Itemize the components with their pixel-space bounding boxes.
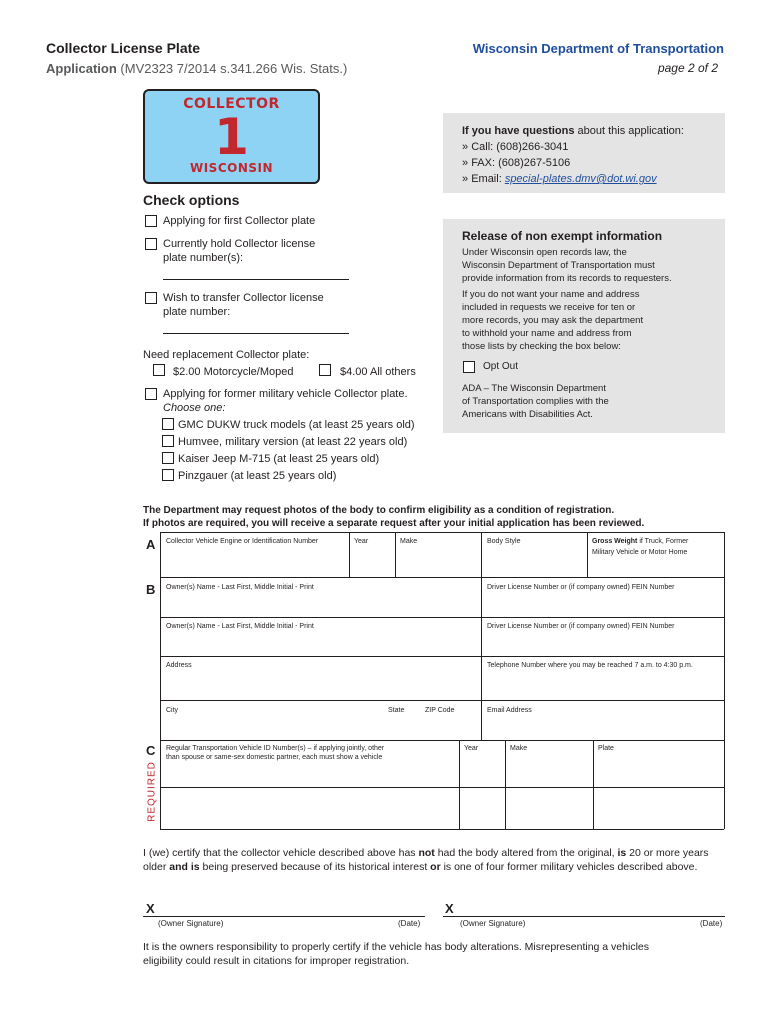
year-label: Year bbox=[354, 538, 369, 545]
c-plate-input[interactable] bbox=[594, 756, 723, 828]
state-label: State bbox=[388, 707, 405, 714]
humvee-checkbox[interactable] bbox=[162, 435, 174, 447]
replacement-label: Need replacement Collector plate: bbox=[143, 349, 310, 361]
regular-vehicle-id-label: Regular Transportation Vehicle ID Number(s) – if applying jointly, other than spouse or same-sex domestic partner, each must show a vehicle bbox=[166, 745, 385, 761]
c-year-label: Year bbox=[464, 745, 479, 752]
questions-box bbox=[443, 113, 725, 193]
city-label: City bbox=[166, 707, 179, 714]
signature-x-1: X bbox=[146, 901, 155, 916]
vin-label: Collector Vehicle Engine or Identification Number bbox=[166, 538, 319, 545]
owner-name-label-1: Owner(s) Name - Last First, Middle Initial - Print bbox=[166, 584, 314, 591]
telephone-input[interactable] bbox=[482, 673, 723, 699]
ada-notice: ADA – The Wisconsin Department of Transportation complies with the Americans with Disabilities Act. bbox=[462, 383, 609, 420]
current-plate-label-2: plate number(s): bbox=[163, 252, 244, 264]
email-label: Email Address bbox=[487, 707, 532, 714]
gmc-label: GMC DUKW truck models (at least 25 years old) bbox=[178, 419, 415, 431]
owner-name-label-2: Owner(s) Name - Last First, Middle Initial - Print bbox=[166, 623, 314, 630]
table-rule bbox=[160, 532, 724, 533]
questions-email: » Email: special-plates.dmv@dot.wi.gov bbox=[462, 173, 657, 185]
c-make-label: Make bbox=[510, 745, 528, 752]
first-plate-checkbox[interactable] bbox=[145, 215, 157, 227]
state-input[interactable] bbox=[386, 718, 422, 739]
driver-license-input-2[interactable] bbox=[482, 634, 723, 655]
regular-vehicle-id-input-2[interactable] bbox=[161, 788, 458, 828]
release-paragraph-2: If you do not want your name and address included in requests we receive for ten or more records, you may ask the department to withhold your name and address from those lists by checking the box below: bbox=[462, 289, 644, 352]
choose-one-label: Choose one: bbox=[163, 402, 226, 414]
section-c-letter: C bbox=[146, 743, 156, 758]
transfer-plate-checkbox[interactable] bbox=[145, 292, 157, 304]
pinzgauer-checkbox[interactable] bbox=[162, 469, 174, 481]
body-style-input[interactable] bbox=[482, 552, 586, 576]
current-plate-number-line[interactable] bbox=[163, 279, 349, 280]
email-input[interactable] bbox=[482, 718, 723, 739]
table-edge bbox=[724, 532, 725, 829]
required-label: REQUIRED bbox=[146, 761, 158, 822]
section-a-letter: A bbox=[146, 537, 156, 552]
application-label: Application bbox=[46, 61, 117, 76]
table-rule bbox=[160, 829, 724, 830]
page-number: page 2 of 2 bbox=[657, 61, 718, 75]
transfer-plate-label-2: plate number: bbox=[163, 306, 231, 318]
driver-license-label-1: Driver License Number or (if company owned) FEIN Number bbox=[487, 584, 675, 591]
photos-notice: The Department may request photos of the body to confirm eligibility as a condition of registration. If photos are required, you will receive a separate request after your initial application has been reviewed. bbox=[143, 505, 645, 529]
plate-top-text: COLLECTOR bbox=[183, 96, 280, 112]
owner-signature-label-2: (Owner Signature) bbox=[460, 919, 526, 928]
date-label-1: (Date) bbox=[398, 919, 421, 928]
table-rule bbox=[160, 700, 724, 701]
date-label-2: (Date) bbox=[700, 919, 723, 928]
questions-fax: » FAX: (608)267-5106 bbox=[462, 157, 571, 169]
section-b-letter: B bbox=[146, 582, 156, 597]
c-plate-label: Plate bbox=[598, 745, 614, 752]
telephone-label: Telephone Number where you may be reached 7 a.m. to 4:30 p.m. bbox=[487, 662, 693, 669]
owner-name-input-2[interactable] bbox=[161, 634, 480, 655]
table-rule bbox=[160, 617, 724, 618]
military-label: Applying for former military vehicle Collector plate. bbox=[163, 388, 408, 400]
jeep-checkbox[interactable] bbox=[162, 452, 174, 464]
owner-name-input-1[interactable] bbox=[161, 595, 480, 616]
vin-input[interactable] bbox=[161, 552, 348, 576]
address-label: Address bbox=[166, 662, 192, 669]
transfer-plate-label-1: Wish to transfer Collector license bbox=[163, 292, 324, 304]
body-style-label: Body Style bbox=[487, 538, 521, 545]
c-make-input[interactable] bbox=[506, 756, 592, 828]
regular-vehicle-id-input-1[interactable] bbox=[161, 764, 458, 786]
year-input[interactable] bbox=[350, 552, 394, 576]
table-rule bbox=[160, 740, 724, 741]
plate-bottom-text: WISCONSIN bbox=[189, 161, 274, 175]
make-input[interactable] bbox=[396, 552, 480, 576]
release-paragraph-1: Under Wisconsin open records law, the Wisconsin Department of Transportation must provide information from its records to requesters. bbox=[462, 247, 672, 284]
questions-lead: If you have questions about this application: bbox=[462, 125, 684, 137]
owner-signature-label-1: (Owner Signature) bbox=[158, 919, 224, 928]
agency-name: Wisconsin Department of Transportation bbox=[472, 41, 724, 56]
jeep-label: Kaiser Jeep M-715 (at least 25 years old) bbox=[178, 453, 380, 465]
release-box bbox=[443, 219, 725, 433]
pinzgauer-label: Pinzgauer (at least 25 years old) bbox=[178, 470, 337, 482]
check-options-heading: Check options bbox=[143, 192, 240, 208]
table-rule bbox=[160, 656, 724, 657]
humvee-label: Humvee, military version (at least 22 years old) bbox=[178, 436, 408, 448]
certification-text: I (we) certify that the collector vehicle described above has not had the body altered from the original, is 20 or more years older and is being preserved because of its historical interest or is one of four former military vehicles described above. bbox=[143, 847, 709, 873]
questions-call: » Call: (608)266-3041 bbox=[462, 141, 569, 153]
address-input[interactable] bbox=[161, 673, 480, 699]
city-input[interactable] bbox=[161, 718, 386, 739]
driver-license-input-1[interactable] bbox=[482, 595, 723, 616]
transfer-plate-number-line[interactable] bbox=[163, 333, 349, 334]
moped-checkbox[interactable] bbox=[153, 364, 165, 376]
driver-license-label-2: Driver License Number or (if company owned) FEIN Number bbox=[487, 623, 675, 630]
zip-label: ZIP Code bbox=[425, 707, 455, 714]
first-plate-label: Applying for first Collector plate bbox=[163, 215, 316, 227]
plate-number: 1 bbox=[214, 108, 249, 166]
moped-label: $2.00 Motorcycle/Moped bbox=[173, 366, 294, 378]
opt-out-label: Opt Out bbox=[483, 361, 519, 372]
signature-line-1[interactable] bbox=[143, 916, 425, 917]
c-year-input[interactable] bbox=[460, 756, 504, 828]
gross-weight-label: Gross Weight if Truck, Former Military Vehicle or Motor Home bbox=[592, 538, 689, 556]
opt-out-checkbox[interactable] bbox=[463, 361, 475, 373]
application-detail: (MV2323 7/2014 s.341.266 Wis. Stats.) bbox=[120, 61, 348, 76]
current-plate-label-1: Currently hold Collector license bbox=[163, 238, 316, 250]
zip-input[interactable] bbox=[423, 718, 480, 739]
gross-weight-input[interactable] bbox=[588, 560, 723, 576]
signature-x-2: X bbox=[445, 901, 454, 916]
make-label: Make bbox=[400, 538, 418, 545]
form-title: Collector License Plate bbox=[46, 40, 201, 56]
current-plate-checkbox[interactable] bbox=[145, 238, 157, 250]
footer-notice: It is the owners responsibility to properly certify if the vehicle has body alterations. Misrepresenting a vehicles eligibility could result in citations for improper registration. bbox=[143, 941, 649, 967]
signature-line-2[interactable] bbox=[443, 916, 725, 917]
military-checkbox[interactable] bbox=[145, 388, 157, 400]
release-heading: Release of non exempt information bbox=[462, 229, 663, 243]
form-subtitle bbox=[46, 61, 347, 76]
gmc-checkbox[interactable] bbox=[162, 418, 174, 430]
table-rule bbox=[160, 577, 724, 578]
email-link[interactable]: special-plates.dmv@dot.wi.gov bbox=[504, 173, 657, 185]
all-others-label: $4.00 All others bbox=[340, 366, 416, 378]
collector-plate-image bbox=[143, 89, 320, 184]
all-others-checkbox[interactable] bbox=[319, 364, 331, 376]
